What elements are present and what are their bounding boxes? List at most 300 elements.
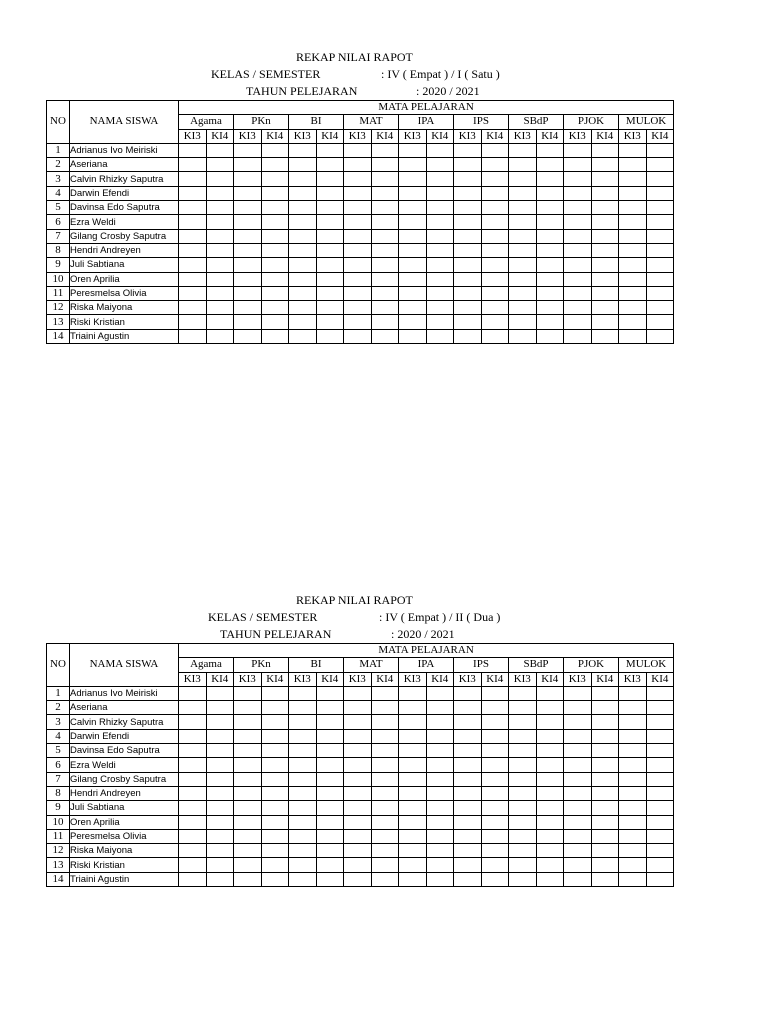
grade-cell[interactable] [591, 243, 619, 257]
grade-cell[interactable] [481, 143, 509, 157]
grade-cell[interactable] [179, 744, 207, 758]
grade-cell[interactable] [206, 701, 234, 715]
grade-cell[interactable] [619, 872, 647, 886]
grade-cell[interactable] [564, 286, 592, 300]
grade-cell[interactable] [426, 815, 454, 829]
grade-cell[interactable] [179, 715, 207, 729]
grade-cell[interactable] [536, 772, 564, 786]
grade-cell[interactable] [619, 801, 647, 815]
grade-cell[interactable] [619, 172, 647, 186]
grade-cell[interactable] [344, 186, 372, 200]
grade-cell[interactable] [179, 201, 207, 215]
grade-cell[interactable] [399, 758, 427, 772]
grade-cell[interactable] [399, 272, 427, 286]
grade-cell[interactable] [646, 272, 674, 286]
grade-cell[interactable] [261, 801, 289, 815]
grade-cell[interactable] [481, 186, 509, 200]
grade-cell[interactable] [536, 844, 564, 858]
grade-cell[interactable] [536, 829, 564, 843]
grade-cell[interactable] [426, 729, 454, 743]
grade-cell[interactable] [619, 243, 647, 257]
grade-cell[interactable] [261, 686, 289, 700]
grade-cell[interactable] [619, 815, 647, 829]
grade-cell[interactable] [426, 329, 454, 343]
grade-cell[interactable] [509, 258, 537, 272]
grade-cell[interactable] [536, 715, 564, 729]
grade-cell[interactable] [509, 758, 537, 772]
grade-cell[interactable] [564, 272, 592, 286]
grade-cell[interactable] [371, 329, 399, 343]
grade-cell[interactable] [371, 286, 399, 300]
grade-cell[interactable] [399, 172, 427, 186]
grade-cell[interactable] [261, 143, 289, 157]
grade-cell[interactable] [454, 729, 482, 743]
grade-cell[interactable] [289, 686, 317, 700]
grade-cell[interactable] [646, 786, 674, 800]
grade-cell[interactable] [316, 758, 344, 772]
grade-cell[interactable] [591, 215, 619, 229]
grade-cell[interactable] [536, 701, 564, 715]
grade-cell[interactable] [619, 686, 647, 700]
grade-cell[interactable] [371, 143, 399, 157]
grade-cell[interactable] [536, 215, 564, 229]
grade-cell[interactable] [426, 744, 454, 758]
grade-cell[interactable] [179, 143, 207, 157]
grade-cell[interactable] [646, 815, 674, 829]
grade-cell[interactable] [179, 701, 207, 715]
grade-cell[interactable] [619, 215, 647, 229]
grade-cell[interactable] [261, 744, 289, 758]
grade-cell[interactable] [646, 172, 674, 186]
grade-cell[interactable] [454, 258, 482, 272]
grade-cell[interactable] [591, 786, 619, 800]
grade-cell[interactable] [426, 272, 454, 286]
grade-cell[interactable] [454, 815, 482, 829]
grade-cell[interactable] [371, 243, 399, 257]
grade-cell[interactable] [399, 744, 427, 758]
grade-cell[interactable] [261, 272, 289, 286]
grade-cell[interactable] [344, 872, 372, 886]
grade-cell[interactable] [206, 258, 234, 272]
grade-cell[interactable] [371, 729, 399, 743]
grade-cell[interactable] [234, 858, 262, 872]
grade-cell[interactable] [509, 286, 537, 300]
grade-cell[interactable] [619, 258, 647, 272]
grade-cell[interactable] [179, 229, 207, 243]
grade-cell[interactable] [426, 186, 454, 200]
grade-cell[interactable] [426, 872, 454, 886]
grade-cell[interactable] [619, 329, 647, 343]
grade-cell[interactable] [234, 872, 262, 886]
grade-cell[interactable] [289, 158, 317, 172]
grade-cell[interactable] [426, 786, 454, 800]
grade-cell[interactable] [344, 286, 372, 300]
grade-cell[interactable] [371, 301, 399, 315]
grade-cell[interactable] [536, 286, 564, 300]
grade-cell[interactable] [509, 315, 537, 329]
grade-cell[interactable] [234, 301, 262, 315]
grade-cell[interactable] [371, 815, 399, 829]
grade-cell[interactable] [509, 229, 537, 243]
grade-cell[interactable] [426, 844, 454, 858]
grade-cell[interactable] [261, 172, 289, 186]
grade-cell[interactable] [619, 758, 647, 772]
grade-cell[interactable] [206, 186, 234, 200]
grade-cell[interactable] [399, 715, 427, 729]
grade-cell[interactable] [481, 286, 509, 300]
grade-cell[interactable] [564, 243, 592, 257]
grade-cell[interactable] [316, 815, 344, 829]
grade-cell[interactable] [426, 715, 454, 729]
grade-cell[interactable] [206, 158, 234, 172]
grade-cell[interactable] [564, 229, 592, 243]
grade-cell[interactable] [646, 729, 674, 743]
grade-cell[interactable] [206, 872, 234, 886]
grade-cell[interactable] [399, 829, 427, 843]
grade-cell[interactable] [481, 715, 509, 729]
grade-cell[interactable] [536, 801, 564, 815]
grade-cell[interactable] [344, 801, 372, 815]
grade-cell[interactable] [316, 215, 344, 229]
grade-cell[interactable] [591, 272, 619, 286]
grade-cell[interactable] [344, 315, 372, 329]
grade-cell[interactable] [564, 172, 592, 186]
grade-cell[interactable] [261, 786, 289, 800]
grade-cell[interactable] [454, 158, 482, 172]
grade-cell[interactable] [564, 701, 592, 715]
grade-cell[interactable] [179, 758, 207, 772]
grade-cell[interactable] [454, 186, 482, 200]
grade-cell[interactable] [261, 844, 289, 858]
grade-cell[interactable] [619, 858, 647, 872]
grade-cell[interactable] [591, 229, 619, 243]
grade-cell[interactable] [591, 143, 619, 157]
grade-cell[interactable] [619, 772, 647, 786]
grade-cell[interactable] [316, 715, 344, 729]
grade-cell[interactable] [646, 186, 674, 200]
grade-cell[interactable] [591, 172, 619, 186]
grade-cell[interactable] [426, 143, 454, 157]
grade-cell[interactable] [344, 329, 372, 343]
grade-cell[interactable] [564, 186, 592, 200]
grade-cell[interactable] [619, 829, 647, 843]
grade-cell[interactable] [509, 744, 537, 758]
grade-cell[interactable] [454, 215, 482, 229]
grade-cell[interactable] [399, 286, 427, 300]
grade-cell[interactable] [206, 758, 234, 772]
grade-cell[interactable] [454, 315, 482, 329]
grade-cell[interactable] [289, 315, 317, 329]
grade-cell[interactable] [481, 315, 509, 329]
grade-cell[interactable] [289, 272, 317, 286]
grade-cell[interactable] [261, 858, 289, 872]
grade-cell[interactable] [399, 215, 427, 229]
grade-cell[interactable] [206, 858, 234, 872]
grade-cell[interactable] [234, 772, 262, 786]
grade-cell[interactable] [646, 301, 674, 315]
grade-cell[interactable] [399, 772, 427, 786]
grade-cell[interactable] [536, 301, 564, 315]
grade-cell[interactable] [289, 715, 317, 729]
grade-cell[interactable] [316, 186, 344, 200]
grade-cell[interactable] [234, 229, 262, 243]
grade-cell[interactable] [536, 758, 564, 772]
grade-cell[interactable] [234, 758, 262, 772]
grade-cell[interactable] [261, 229, 289, 243]
grade-cell[interactable] [234, 243, 262, 257]
grade-cell[interactable] [454, 786, 482, 800]
grade-cell[interactable] [206, 215, 234, 229]
grade-cell[interactable] [344, 844, 372, 858]
grade-cell[interactable] [206, 172, 234, 186]
grade-cell[interactable] [261, 286, 289, 300]
grade-cell[interactable] [399, 815, 427, 829]
grade-cell[interactable] [481, 158, 509, 172]
grade-cell[interactable] [481, 815, 509, 829]
grade-cell[interactable] [619, 143, 647, 157]
grade-cell[interactable] [261, 215, 289, 229]
grade-cell[interactable] [344, 258, 372, 272]
grade-cell[interactable] [316, 229, 344, 243]
grade-cell[interactable] [261, 872, 289, 886]
grade-cell[interactable] [591, 815, 619, 829]
grade-cell[interactable] [454, 715, 482, 729]
grade-cell[interactable] [399, 872, 427, 886]
grade-cell[interactable] [289, 872, 317, 886]
grade-cell[interactable] [234, 201, 262, 215]
grade-cell[interactable] [344, 758, 372, 772]
grade-cell[interactable] [646, 686, 674, 700]
grade-cell[interactable] [344, 786, 372, 800]
grade-cell[interactable] [234, 258, 262, 272]
grade-cell[interactable] [399, 243, 427, 257]
grade-cell[interactable] [316, 701, 344, 715]
grade-cell[interactable] [481, 872, 509, 886]
grade-cell[interactable] [481, 215, 509, 229]
grade-cell[interactable] [206, 229, 234, 243]
grade-cell[interactable] [206, 301, 234, 315]
grade-cell[interactable] [289, 143, 317, 157]
grade-cell[interactable] [646, 201, 674, 215]
grade-cell[interactable] [536, 201, 564, 215]
grade-cell[interactable] [179, 829, 207, 843]
grade-cell[interactable] [564, 301, 592, 315]
grade-cell[interactable] [316, 301, 344, 315]
grade-cell[interactable] [316, 172, 344, 186]
grade-cell[interactable] [179, 315, 207, 329]
grade-cell[interactable] [481, 829, 509, 843]
grade-cell[interactable] [536, 786, 564, 800]
grade-cell[interactable] [344, 229, 372, 243]
grade-cell[interactable] [261, 315, 289, 329]
grade-cell[interactable] [206, 315, 234, 329]
grade-cell[interactable] [179, 801, 207, 815]
grade-cell[interactable] [234, 829, 262, 843]
grade-cell[interactable] [646, 286, 674, 300]
grade-cell[interactable] [619, 844, 647, 858]
grade-cell[interactable] [536, 686, 564, 700]
grade-cell[interactable] [234, 315, 262, 329]
grade-cell[interactable] [481, 301, 509, 315]
grade-cell[interactable] [509, 329, 537, 343]
grade-cell[interactable] [619, 301, 647, 315]
grade-cell[interactable] [179, 301, 207, 315]
grade-cell[interactable] [371, 715, 399, 729]
grade-cell[interactable] [536, 272, 564, 286]
grade-cell[interactable] [481, 729, 509, 743]
grade-cell[interactable] [371, 258, 399, 272]
grade-cell[interactable] [399, 801, 427, 815]
grade-cell[interactable] [454, 772, 482, 786]
grade-cell[interactable] [454, 758, 482, 772]
grade-cell[interactable] [261, 758, 289, 772]
grade-cell[interactable] [371, 229, 399, 243]
grade-cell[interactable] [564, 215, 592, 229]
grade-cell[interactable] [564, 786, 592, 800]
grade-cell[interactable] [454, 829, 482, 843]
grade-cell[interactable] [646, 829, 674, 843]
grade-cell[interactable] [646, 715, 674, 729]
grade-cell[interactable] [344, 243, 372, 257]
grade-cell[interactable] [509, 715, 537, 729]
grade-cell[interactable] [179, 786, 207, 800]
grade-cell[interactable] [261, 701, 289, 715]
grade-cell[interactable] [371, 158, 399, 172]
grade-cell[interactable] [426, 772, 454, 786]
grade-cell[interactable] [481, 201, 509, 215]
grade-cell[interactable] [344, 201, 372, 215]
grade-cell[interactable] [426, 258, 454, 272]
grade-cell[interactable] [371, 172, 399, 186]
grade-cell[interactable] [316, 872, 344, 886]
grade-cell[interactable] [619, 286, 647, 300]
grade-cell[interactable] [234, 729, 262, 743]
grade-cell[interactable] [646, 872, 674, 886]
grade-cell[interactable] [619, 315, 647, 329]
grade-cell[interactable] [591, 858, 619, 872]
grade-cell[interactable] [399, 786, 427, 800]
grade-cell[interactable] [564, 815, 592, 829]
grade-cell[interactable] [234, 815, 262, 829]
grade-cell[interactable] [179, 272, 207, 286]
grade-cell[interactable] [591, 872, 619, 886]
grade-cell[interactable] [454, 801, 482, 815]
grade-cell[interactable] [591, 686, 619, 700]
grade-cell[interactable] [426, 172, 454, 186]
grade-cell[interactable] [344, 744, 372, 758]
grade-cell[interactable] [261, 829, 289, 843]
grade-cell[interactable] [591, 772, 619, 786]
grade-cell[interactable] [454, 744, 482, 758]
grade-cell[interactable] [509, 201, 537, 215]
grade-cell[interactable] [619, 201, 647, 215]
grade-cell[interactable] [399, 229, 427, 243]
grade-cell[interactable] [509, 729, 537, 743]
grade-cell[interactable] [454, 844, 482, 858]
grade-cell[interactable] [234, 215, 262, 229]
grade-cell[interactable] [536, 172, 564, 186]
grade-cell[interactable] [426, 801, 454, 815]
grade-cell[interactable] [454, 701, 482, 715]
grade-cell[interactable] [344, 686, 372, 700]
grade-cell[interactable] [234, 272, 262, 286]
grade-cell[interactable] [179, 243, 207, 257]
grade-cell[interactable] [206, 801, 234, 815]
grade-cell[interactable] [591, 186, 619, 200]
grade-cell[interactable] [399, 315, 427, 329]
grade-cell[interactable] [564, 744, 592, 758]
grade-cell[interactable] [619, 715, 647, 729]
grade-cell[interactable] [399, 686, 427, 700]
grade-cell[interactable] [454, 201, 482, 215]
grade-cell[interactable] [564, 801, 592, 815]
grade-cell[interactable] [591, 801, 619, 815]
grade-cell[interactable] [481, 229, 509, 243]
grade-cell[interactable] [509, 801, 537, 815]
grade-cell[interactable] [454, 172, 482, 186]
grade-cell[interactable] [316, 272, 344, 286]
grade-cell[interactable] [426, 301, 454, 315]
grade-cell[interactable] [536, 186, 564, 200]
grade-cell[interactable] [619, 272, 647, 286]
grade-cell[interactable] [371, 872, 399, 886]
grade-cell[interactable] [206, 844, 234, 858]
grade-cell[interactable] [454, 858, 482, 872]
grade-cell[interactable] [179, 258, 207, 272]
grade-cell[interactable] [564, 844, 592, 858]
grade-cell[interactable] [646, 744, 674, 758]
grade-cell[interactable] [261, 258, 289, 272]
grade-cell[interactable] [289, 744, 317, 758]
grade-cell[interactable] [206, 272, 234, 286]
grade-cell[interactable] [261, 715, 289, 729]
grade-cell[interactable] [344, 829, 372, 843]
grade-cell[interactable] [234, 701, 262, 715]
grade-cell[interactable] [289, 229, 317, 243]
grade-cell[interactable] [481, 243, 509, 257]
grade-cell[interactable] [399, 844, 427, 858]
grade-cell[interactable] [234, 786, 262, 800]
grade-cell[interactable] [509, 272, 537, 286]
grade-cell[interactable] [646, 772, 674, 786]
grade-cell[interactable] [234, 186, 262, 200]
grade-cell[interactable] [261, 815, 289, 829]
grade-cell[interactable] [509, 772, 537, 786]
grade-cell[interactable] [234, 329, 262, 343]
grade-cell[interactable] [316, 243, 344, 257]
grade-cell[interactable] [316, 729, 344, 743]
grade-cell[interactable] [289, 858, 317, 872]
grade-cell[interactable] [179, 158, 207, 172]
grade-cell[interactable] [371, 186, 399, 200]
grade-cell[interactable] [371, 786, 399, 800]
grade-cell[interactable] [399, 858, 427, 872]
grade-cell[interactable] [591, 258, 619, 272]
grade-cell[interactable] [206, 201, 234, 215]
grade-cell[interactable] [509, 186, 537, 200]
grade-cell[interactable] [344, 772, 372, 786]
grade-cell[interactable] [316, 315, 344, 329]
grade-cell[interactable] [371, 215, 399, 229]
grade-cell[interactable] [206, 772, 234, 786]
grade-cell[interactable] [564, 729, 592, 743]
grade-cell[interactable] [426, 758, 454, 772]
grade-cell[interactable] [509, 686, 537, 700]
grade-cell[interactable] [426, 315, 454, 329]
grade-cell[interactable] [234, 801, 262, 815]
grade-cell[interactable] [481, 844, 509, 858]
grade-cell[interactable] [179, 858, 207, 872]
